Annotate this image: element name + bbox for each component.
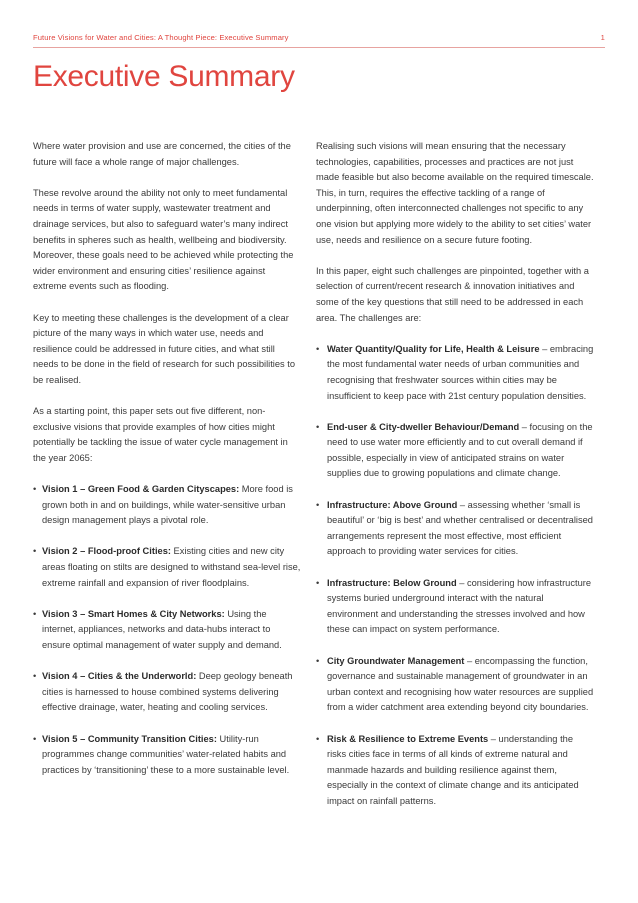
- challenge-text: – encompassing the function, governance and sustainable management of groundwater in an urban context and recognising how water resources are supplied from a wider catchment area extending beyond city boundaries.: [327, 655, 594, 713]
- challenge-heading: City Groundwater Management: [327, 655, 465, 666]
- right-column: [316, 139, 594, 825]
- challenge-item: [316, 342, 594, 404]
- left-column: [33, 139, 301, 794]
- challenge-text: – considering how infrastructure systems buried underground interact with the natural environment and understanding the stresses involved and how these can impact on system performance.: [327, 577, 592, 635]
- bullet-icon: •: [33, 733, 37, 744]
- bullet-icon: •: [316, 421, 320, 432]
- bullet-icon: •: [316, 655, 320, 666]
- eight-challenges-paragraph: In this paper, eight such challenges are pinpointed, together with a selection of current/recent research & innovation initiatives and some of the key questions that still need to be addressed in each area. The challenges are:: [316, 265, 589, 323]
- vision-text: Existing cities and new city areas floating on stilts are designed to withstand sea-level rise, extreme rainfall and expansion of river floodplains.: [42, 546, 301, 588]
- bullet-icon: •: [33, 608, 37, 619]
- challenge-item: [316, 498, 594, 560]
- vision-text: More food is grown both in and on buildings, while water-sensitive urban design management plays a pivotal role.: [42, 484, 293, 526]
- header-divider: [33, 47, 605, 48]
- bullet-icon: •: [316, 343, 320, 354]
- vision-item: [33, 669, 301, 716]
- vision-text: Utility-run programmes change communities’ water-related habits and practices by ‘transitioning’ these to a more sustainable level.: [42, 733, 290, 775]
- visions-list: [33, 482, 301, 778]
- key-paragraph: Key to meeting these challenges is the development of a clear picture of the many ways in which water use, needs and resilience could be addressed in future cities, and what still needs to be done in the field of research for such possibilities to be realised.: [33, 312, 296, 385]
- running-title: Future Visions for Water and Cities: A Thought Piece: Executive Summary: [33, 33, 289, 42]
- bullet-icon: •: [316, 499, 320, 510]
- vision-text: Using the internet, appliances, networks and data-hubs interact to ensure optimal management of water supply and demand.: [42, 608, 282, 650]
- vision-item: [33, 732, 301, 779]
- challenges-list: [316, 342, 594, 810]
- intro-paragraph: Where water provision and use are concerned, the cities of the future will face a whole range of major challenges.: [33, 141, 291, 167]
- bullet-icon: •: [33, 484, 37, 495]
- challenge-heading: Infrastructure: Above Ground: [327, 499, 458, 510]
- starting-point-paragraph: As a starting point, this paper sets out five different, non-exclusive visions that provide examples of how cities might potentially be tackling the issue of water cycle management in the year 2065:: [33, 406, 288, 463]
- challenge-heading: Infrastructure: Below Ground: [327, 577, 457, 588]
- challenge-text: – understanding the risks cities face in terms of all kinds of extreme natural and manmade hazards and building resilience against them, especially in the context of climate change and its anticipated impact on rainfall patterns.: [327, 733, 579, 806]
- challenge-item: [316, 420, 594, 482]
- vision-item: [33, 544, 301, 591]
- vision-heading: Vision 3 – Smart Homes & City Networks:: [42, 608, 225, 619]
- vision-item: [33, 482, 301, 529]
- challenge-text: – focusing on the need to use water more efficiently and to cut overall demand if possible, especially in view of anticipated strains on water supplies due to growing populations and climate change.: [327, 421, 593, 479]
- vision-heading: Vision 4 – Cities & the Underworld:: [42, 671, 197, 682]
- vision-item: [33, 607, 301, 654]
- page-number: 1: [600, 33, 605, 42]
- bullet-icon: •: [316, 577, 320, 588]
- challenge-heading: End-user & City-dweller Behaviour/Demand: [327, 421, 520, 432]
- challenge-heading: Risk & Resilience to Extreme Events: [327, 733, 489, 744]
- challenge-item: [316, 576, 594, 638]
- realising-paragraph: Realising such visions will mean ensuring that the necessary technologies, capabilities, processes and practices are not just made feasible but also become available on the required timescale. This, in turn, requires the effective tackling of a range of underpinning, often interconnected challenges not specific to any one vision but applying more widely to the ability to set cities’ water use, needs and resilience on a secure future footing.: [316, 141, 594, 245]
- vision-heading: Vision 5 – Community Transition Cities:: [42, 733, 217, 744]
- challenge-text: – assessing whether ‘small is beautiful’ or ‘big is best’ and whether centralised or decentralised arrangements represent the most effective, most efficient approach to providing water services for cities.: [327, 499, 593, 557]
- running-header: [33, 33, 605, 42]
- challenge-item: [316, 732, 594, 810]
- bullet-icon: •: [33, 671, 37, 682]
- challenge-heading: Water Quantity/Quality for Life, Health & Leisure: [327, 343, 540, 354]
- vision-heading: Vision 2 – Flood-proof Cities:: [42, 546, 171, 557]
- vision-heading: Vision 1 – Green Food & Garden Cityscapes:: [42, 484, 240, 495]
- challenge-item: [316, 654, 594, 716]
- vision-text: Deep geology beneath cities is harnessed to house combined systems delivering effective drainage, water, heating and cooling services.: [42, 671, 293, 713]
- challenges-paragraph: These revolve around the ability not only to meet fundamental needs in terms of water supply, wastewater treatment and drainage services, but also to safeguard water’s many indirect benefits in spheres such as health, wellbeing and biodiversity. Moreover, these goals need to be achieved while protecting the wider environment and ensuring cities’ resilience against extreme events such as flooding.: [33, 187, 294, 292]
- bullet-icon: •: [316, 733, 320, 744]
- bullet-icon: •: [33, 546, 37, 557]
- challenge-text: – embracing the most fundamental water needs of urban communities and recognising that freshwater sources within cities may be insufficient to keep pace with 21st century population densities.: [327, 343, 594, 401]
- page-title: Executive Summary: [33, 60, 295, 93]
